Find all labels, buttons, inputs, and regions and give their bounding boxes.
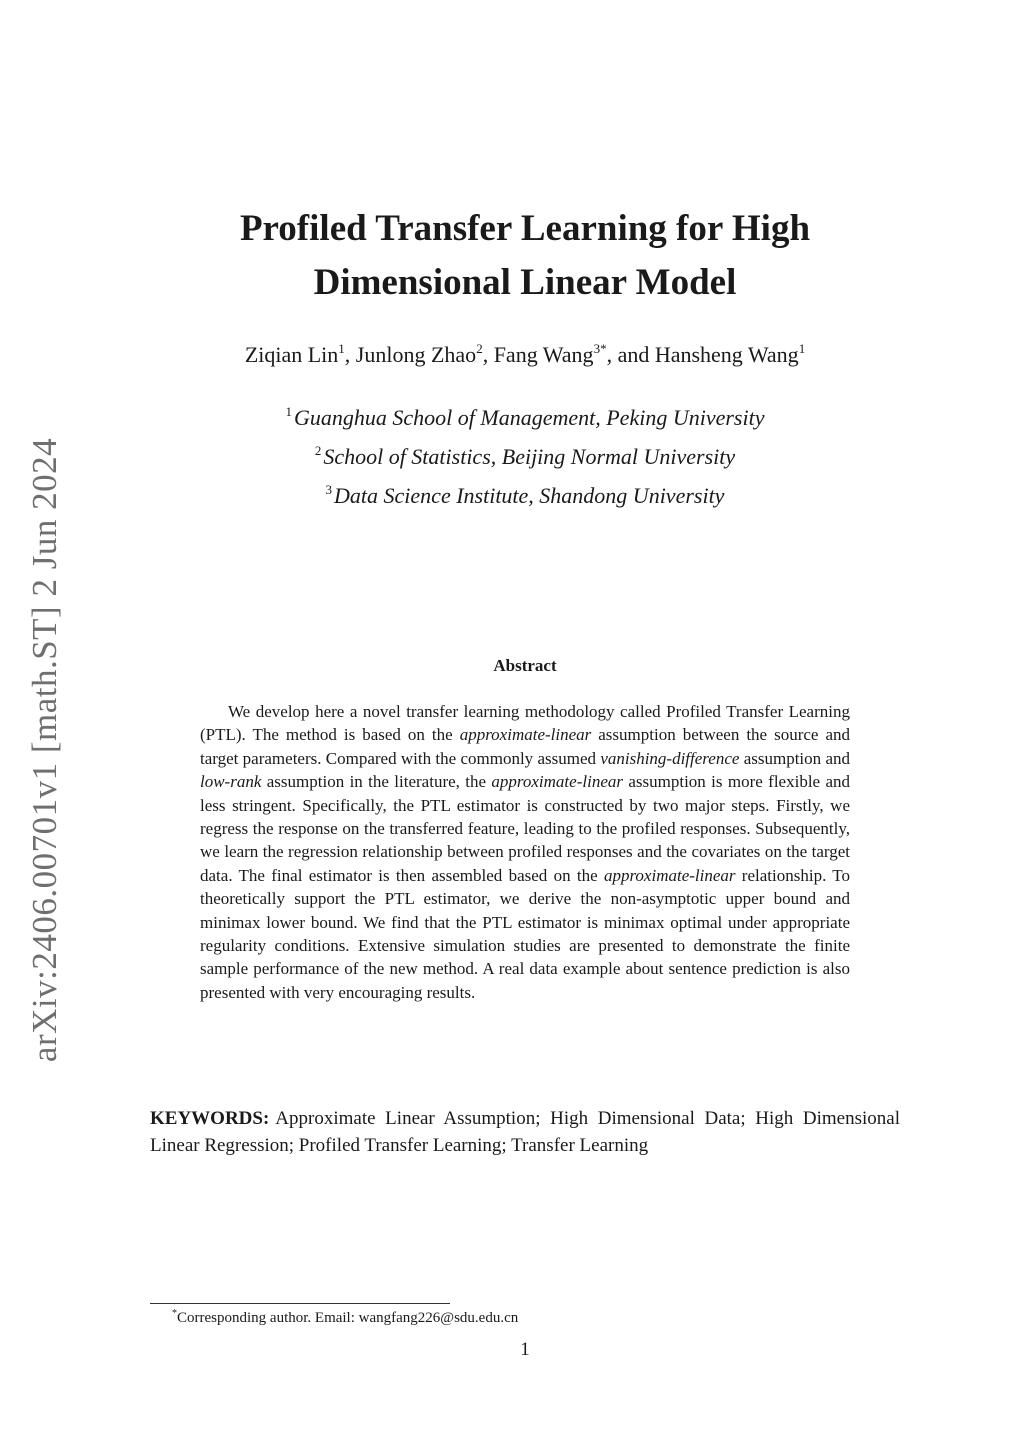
affiliation-line	[150, 398, 900, 437]
author-separator: ,	[482, 342, 494, 367]
affiliation-text: Data Science Institute, Shandong University	[334, 483, 725, 508]
author-name: Fang Wang	[493, 342, 594, 367]
abstract-text: assumption between the source and target parameters. Compared with the commonly assumed	[200, 725, 850, 768]
abstract-emphasis: approximate-linear	[603, 865, 736, 885]
author-affiliation-mark: 1	[338, 341, 345, 356]
affiliation-line	[150, 437, 900, 476]
abstract-text: assumption is more flexible and less stringent. Specifically, the PTL estimator is constructed by two major steps. Firstly, we regress the response on the transferred feature, leading to the profiled responses. Subsequently, we learn the regression relationship between profiled responses and the covariates on the target data. The final estimator is then assembled based on the	[200, 772, 850, 885]
affiliation-text: Guanghua School of Management, Peking University	[294, 405, 765, 430]
author-separator: ,	[344, 342, 356, 367]
affiliation-mark: 3	[325, 482, 333, 497]
abstract-text: assumption and	[739, 748, 850, 768]
abstract-text: We develop here a novel transfer learning methodology called Profiled Transfer Learning (PTL). The method is based on the	[200, 702, 850, 745]
author-affiliation-mark: 3*	[593, 341, 607, 356]
footnote-mark: *	[172, 1308, 177, 1319]
arxiv-identifier-text: arXiv:2406.00701v1 [math.ST] 2 Jun 2024	[25, 437, 64, 1063]
author-list	[150, 340, 900, 370]
affiliation-mark: 2	[314, 443, 322, 458]
author-name: Junlong Zhao	[355, 342, 477, 367]
page-number: 1	[520, 1339, 530, 1360]
footnote-divider	[150, 1303, 450, 1304]
author-name: Hansheng Wang	[654, 342, 799, 367]
paper-title	[150, 202, 900, 310]
affiliation-mark: 1	[285, 404, 293, 419]
abstract-emphasis: approximate-linear	[491, 772, 623, 792]
abstract-emphasis: vanishing-difference	[600, 748, 740, 768]
affiliation-line	[150, 476, 900, 515]
author-separator: , and	[606, 342, 655, 367]
abstract-heading: Abstract	[493, 656, 557, 675]
affiliation-text: School of Statistics, Beijing Normal University	[323, 444, 736, 469]
author-affiliation-mark: 1	[798, 341, 806, 356]
affiliation-list	[150, 398, 900, 515]
arxiv-identifier-stamp	[20, 437, 70, 1063]
footnote-text: Corresponding author. Email: wangfang226@sdu.edu.cn	[177, 1310, 519, 1326]
title-line-1: Profiled Transfer Learning for High	[239, 208, 811, 249]
footnote	[172, 1308, 518, 1328]
abstract-body	[200, 700, 850, 1004]
title-line-2: Dimensional Linear Model	[313, 262, 737, 303]
keywords-text: Approximate Linear Assumption; High Dimensional Data; High Dimensional Linear Regression; Profiled Transfer Learning; Transfer Learning	[150, 1108, 900, 1156]
abstract-text: relationship. To theoretically support the PTL estimator, we derive the non-asymptotic upper bound and minimax lower bound. We find that the PTL estimator is minimax optimal under appropriate regularity conditions. Extensive simulation studies are presented to demonstrate the finite sample performance of the new method. A real data example about sentence prediction is also presented with very encouraging results.	[200, 865, 851, 1002]
keywords-label: KEYWORDS:	[150, 1108, 270, 1129]
author-affiliation-mark: 2	[476, 341, 483, 356]
abstract-text: assumption in the literature, the	[261, 772, 492, 792]
abstract-emphasis: low-rank	[200, 772, 262, 792]
author-name: Ziqian Lin	[244, 342, 339, 367]
abstract-emphasis: approximate-linear	[459, 725, 592, 745]
keywords-section	[150, 1105, 900, 1159]
